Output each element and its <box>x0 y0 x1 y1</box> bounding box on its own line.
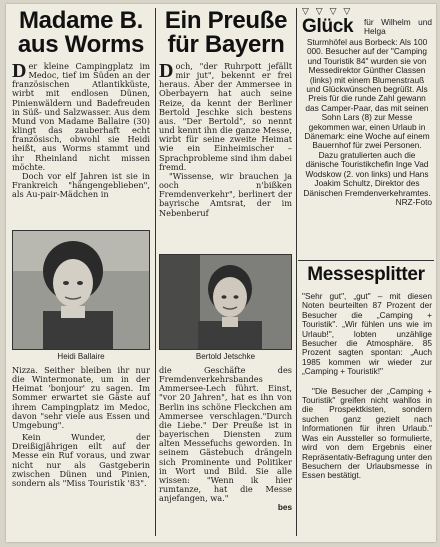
paragraph: die Geschäfte des Fremdenverkehrsbandes Ammersee-Lech führt. Einst, "vor 20 Jahren", hat es ihn von Berlin ins schöne Fleckchen am Ammersee verschlagen."Durch die Liebe." Der Preuße ist in bayerischen Diensten zum alten Messefuchs geworden. In seinem Gästebuch drängeln sich Prominente und Politiker in Wort und Bild. Sie alle wissen: "Wenn ik hier rumtanze, hat die Messe anjefangen, wa." <box>159 365 292 504</box>
column-rule <box>296 8 297 536</box>
glueck-header <box>298 6 434 40</box>
section-rule <box>298 260 434 261</box>
article-messesplitter <box>298 262 434 538</box>
dropcap-d: D <box>12 60 27 82</box>
portrait-man-image <box>160 255 292 350</box>
photo-heidi-ballaire <box>12 230 150 350</box>
photo-bertold-jetschke <box>159 254 292 350</box>
paragraph: och, "der Ruhrpott jefällt mir jut", bekennt er frei heraus. Aber der Ammersee in Oberbayern hat auch seine Reize, da kennt der Berliner Bertold Jeschke sich bestens aus. "Der Bertold", so nennt und kennt ihn die ganze Messe, wirbt für seine zweite Heimat wie ein Einheimischer – Sprachprobleme sind ihm dabei fremd. <box>159 61 292 172</box>
paragraph: "Sehr gut", „gut" – mit diesen Noten beurteilten 87 Prozent der Besucher die „Camping + Touristik". „Wir fühlen uns wie im Urlaub!", lobten unzählige Besucher die Atmosphäre. 85 Prozent sagten spontan: „Auch 1985 kommen wir wieder zur „Camping + Touristik!" <box>302 291 432 377</box>
paragraph: er kleine Campingplatz im Medoc, tief im Süden an der französischen Atlantikküste, wirbt mit endlosen Dünen, Pinienwäldern und Badefreuden in Süß- und Salzwasser. Aus dem Mund von Madame Ballaire (30) klingt das zauberhaft echt französisch, obwohl sie Heidi heißt, aus Worms stammt und ihr Rheinland nicht missen möchte. <box>12 61 150 172</box>
arrow-icons: ▽ ▽ ▽ ▽ <box>302 7 353 17</box>
paragraph: Nizza. Seither bleiben ihr nur die Wintermonate, um in der Heimat 'bonjour' zu sagen. Im Sommer erwartet sie Gäste auf ihrem Campingplatz im Medoc, davon "sehr viele aus Essen und Umgebung". <box>12 365 150 430</box>
paragraph: Doch vor elf Jahren ist sie in Frankreich "hängengeblieben", als Au-pair-Mädchen in <box>12 170 150 200</box>
headline-madame-b: Madame B. aus Worms <box>17 7 145 58</box>
column-rule <box>155 8 156 536</box>
headline-preusse: Ein Preuße für Bayern <box>164 7 288 58</box>
headline-glueck: Glück <box>302 16 354 37</box>
article-messesplitter-text <box>302 292 432 481</box>
article-preusse <box>157 6 295 538</box>
paragraph: Sturmhöfel aus Borbeck: Als 100 000. Besucher auf der "Camping und Touristik 84" wurden sie von Messedirektor Günther Classen (links) mit einem Blumenstrauß und Glückwünschen begrüßt. Als Preis für die runde Zahl gewann das Camper-Paar, das mit seinen Sohn Lars (8) zur Messe gekommen war, einen Urlaub in Dänemark: eine Woche auf einem Bauernhof für zwei Personen. Dazu gratulierten auch die dänische Touristikchefin Inge Vad Wodskow (2. von links) und Hans Joakim Schultz, Direktor des Dänischen Fremdenverkehramtes. <box>303 37 431 198</box>
article-madame-b-continuation <box>12 366 150 488</box>
article-glueck <box>298 6 434 260</box>
article-preusse-continuation <box>159 366 292 513</box>
author-initials: bes <box>277 503 292 513</box>
dropcap-d: D <box>159 60 174 82</box>
caption-heidi: Heidi Ballaire <box>57 352 105 361</box>
glueck-aside: für Wilhelm und Helga <box>364 17 432 37</box>
paragraph: Kein Wunder, der Dreißigjährigen eilt auf der Messe ein Ruf voraus, und zwar nicht nur als Gastgeberin zwischen Dünen und Pinien, sondern als "Miss Touristik '83". <box>12 432 150 488</box>
photo-credit: NRZ-Foto <box>395 196 432 207</box>
newspaper-clipping <box>6 4 436 542</box>
article-madame-b-text <box>12 62 150 199</box>
article-preusse-text <box>159 62 292 218</box>
article-glueck-text <box>302 38 432 207</box>
portrait-woman-image <box>13 231 150 350</box>
caption-bertold: Bertold Jetschke <box>195 352 256 361</box>
paragraph: "Die Besucher der „Camping + Touristik" greifen nicht wahllos in die Prospektkisten, sondern suchen ganz gezielt nach Informationen für ihren Urlaub." Was ein Aussteller so formulierte, wird von dem Ergebnis einer Repräsentativ-Befragung unter den Besuchern der Urlaubsmesse in Essen bestätigt. <box>302 385 432 481</box>
headline-messesplitter: Messesplitter <box>307 264 425 285</box>
paragraph: "Wissense, wir brauchen ja ooch n'bißken Fremdenverkehr", berlinert der bayrische Amtsrat, der im Nebenberuf <box>159 170 292 218</box>
article-madame-b <box>8 6 154 538</box>
